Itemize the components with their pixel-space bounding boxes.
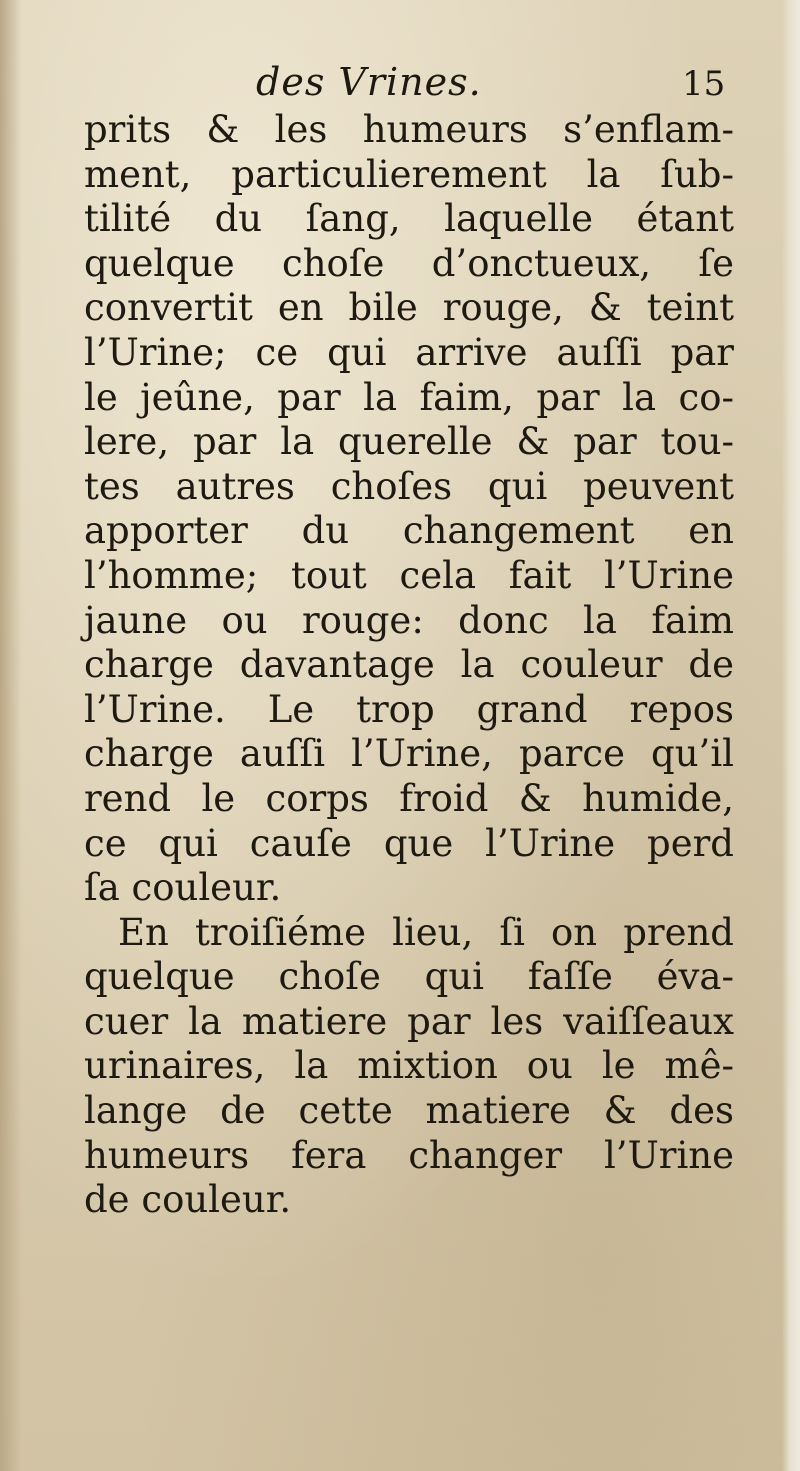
text-line: rend le corps froid & humide, (84, 776, 734, 820)
running-title: des Vrines. (256, 60, 482, 104)
page-number: 15 (682, 64, 726, 104)
text-line: tes autres choſes qui peuvent (84, 464, 734, 508)
text-line: quelque choſe qui faſſe éva- (84, 955, 734, 999)
text-line: ſa couleur. (84, 866, 282, 910)
text-line: quelque choſe d’onctueux, ſe (84, 241, 734, 285)
page-gutter-shadow (0, 0, 22, 1471)
text-line: ment, particulierement la ſub- (84, 152, 734, 196)
text-line: apporter du changement en (84, 509, 734, 553)
text-line: l’Urine; ce qui arrive auſſi par (84, 330, 734, 374)
text-line: urinaires, la mixtion ou le mê- (84, 1044, 734, 1088)
text-line: lere, par la querelle & par tou- (84, 420, 734, 464)
text-line: humeurs fera changer l’Urine (84, 1133, 734, 1177)
text-line: charge davantage la couleur de (84, 643, 734, 687)
text-line: tilité du ſang, laquelle étant (84, 197, 734, 241)
paragraph-1 (84, 108, 734, 911)
text-line: ce qui cauſe que l’Urine perd (84, 821, 734, 865)
text-line: de couleur. (84, 1178, 292, 1222)
text-line: l’homme; tout cela fait l’Urine (84, 553, 734, 597)
text-line: l’Urine. Le trop grand repos (84, 687, 734, 731)
text-line: cuer la matiere par les vaiſſeaux (84, 999, 734, 1043)
text-line: En troiſiéme lieu, ſi on prend (118, 910, 734, 954)
text-line: convertit en bile rouge, & teint (84, 286, 734, 330)
page-edge (782, 0, 800, 1471)
paragraph-2 (84, 911, 734, 1223)
text-line: jaune ou rouge: donc la faim (84, 598, 734, 642)
page-header (0, 60, 800, 110)
body-text (84, 108, 734, 1223)
text-line: le jeûne, par la faim, par la co- (84, 375, 734, 419)
text-line: charge auſſi l’Urine, parce qu’il (84, 732, 734, 776)
text-line: lange de cette matiere & des (84, 1089, 734, 1133)
text-line: prits & les humeurs s’enflam- (84, 108, 734, 151)
